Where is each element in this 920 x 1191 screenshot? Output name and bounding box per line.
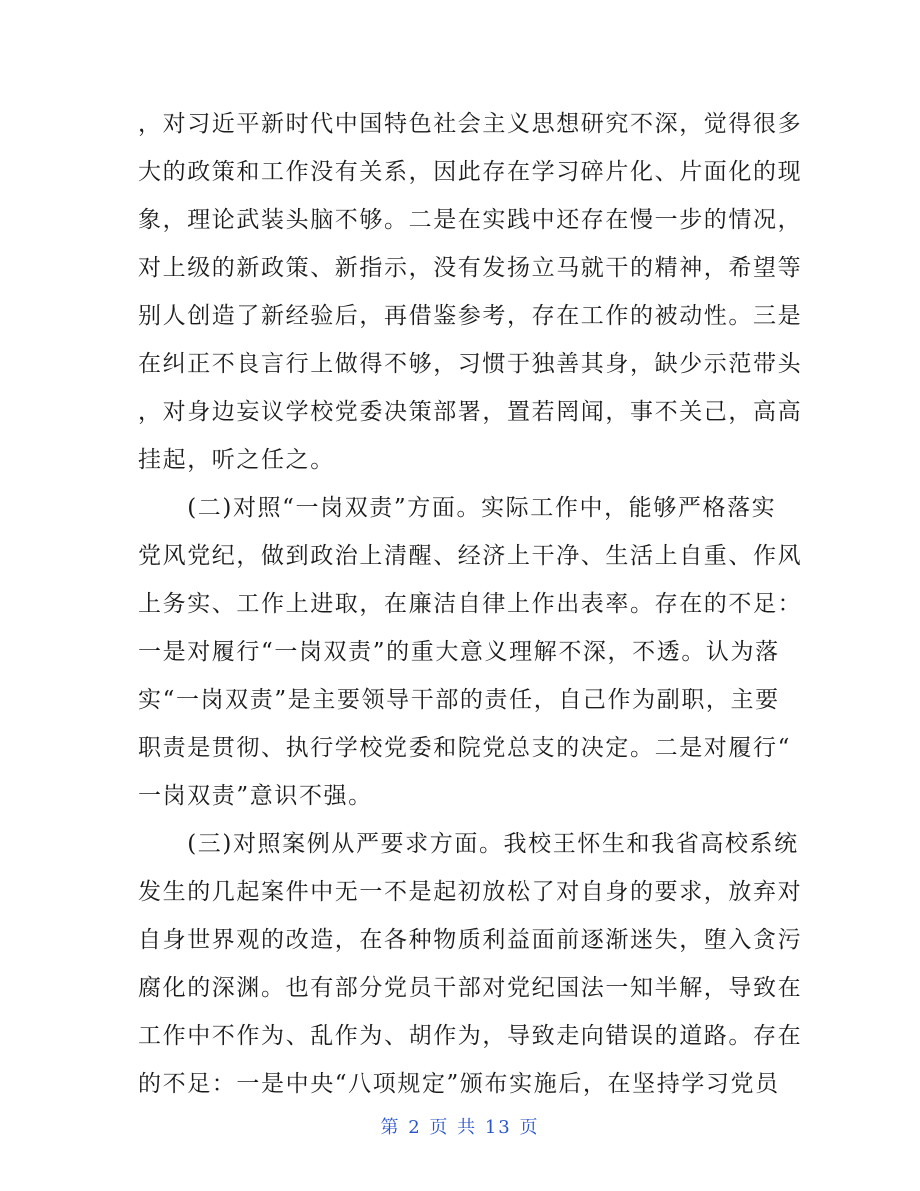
- text-line: 党风党纪，做到政治上清醒、经济上干净、生活上自重、作风: [138, 543, 803, 569]
- text-line: 自身世界观的改造，在各种物质利益面前逐渐迷失，堕入贪污: [138, 927, 803, 953]
- text-line: 工作中不作为、乱作为、胡作为，导致走向错误的道路。存在: [138, 1023, 803, 1049]
- text-line: 的不足：一是中央“八项规定”颁布实施后，在坚持学习党员: [138, 1071, 780, 1097]
- page-number-footer: 第 2 页 共 13 页: [380, 1117, 540, 1138]
- document-body: [138, 100, 803, 1108]
- text-line: 职责是贯彻、执行学校党委和院党总支的决定。二是对履行“: [138, 735, 791, 761]
- paragraph: [138, 820, 803, 1108]
- text-line: 实“一岗双责”是主要领导干部的责任，自己作为副职，主要: [138, 687, 780, 713]
- text-line: ，对身边妄议学校党委决策部署，置若罔闻，事不关己，高高: [138, 399, 803, 425]
- text-line: 一是对履行“一岗双责”的重大意义理解不深，不透。认为落: [138, 639, 780, 665]
- text-line: 象，理论武装头脑不够。二是在实践中还存在慢一步的情况，: [138, 207, 803, 233]
- text-line: ，对习近平新时代中国特色社会主义思想研究不深，觉得很多: [138, 111, 803, 137]
- paragraph: [138, 484, 803, 820]
- text-line: 上务实、工作上进取，在廉洁自律上作出表率。存在的不足：: [138, 591, 803, 617]
- text-line: 对上级的新政策、新指示，没有发扬立马就干的精神，希望等: [138, 255, 803, 281]
- text-line: 腐化的深渊。也有部分党员干部对党纪国法一知半解，导致在: [138, 975, 803, 1001]
- text-line: 一岗双责”意识不强。: [138, 783, 373, 809]
- text-line: 挂起，听之任之。: [138, 447, 335, 473]
- text-line: (三)对照案例从严要求方面。我校王怀生和我省高校系统: [138, 831, 799, 857]
- text-line: 在纠正不良言行上做得不够，习惯于独善其身，缺少示范带头: [138, 351, 803, 377]
- paragraph: [138, 100, 803, 484]
- text-line: 别人创造了新经验后，再借鉴参考，存在工作的被动性。三是: [138, 303, 803, 329]
- text-line: 发生的几起案件中无一不是起初放松了对自身的要求，放弃对: [138, 879, 803, 905]
- text-line: 大的政策和工作没有关系，因此存在学习碎片化、片面化的现: [138, 159, 803, 185]
- text-line: (二)对照“一岗双责”方面。实际工作中，能够严格落实: [138, 495, 777, 521]
